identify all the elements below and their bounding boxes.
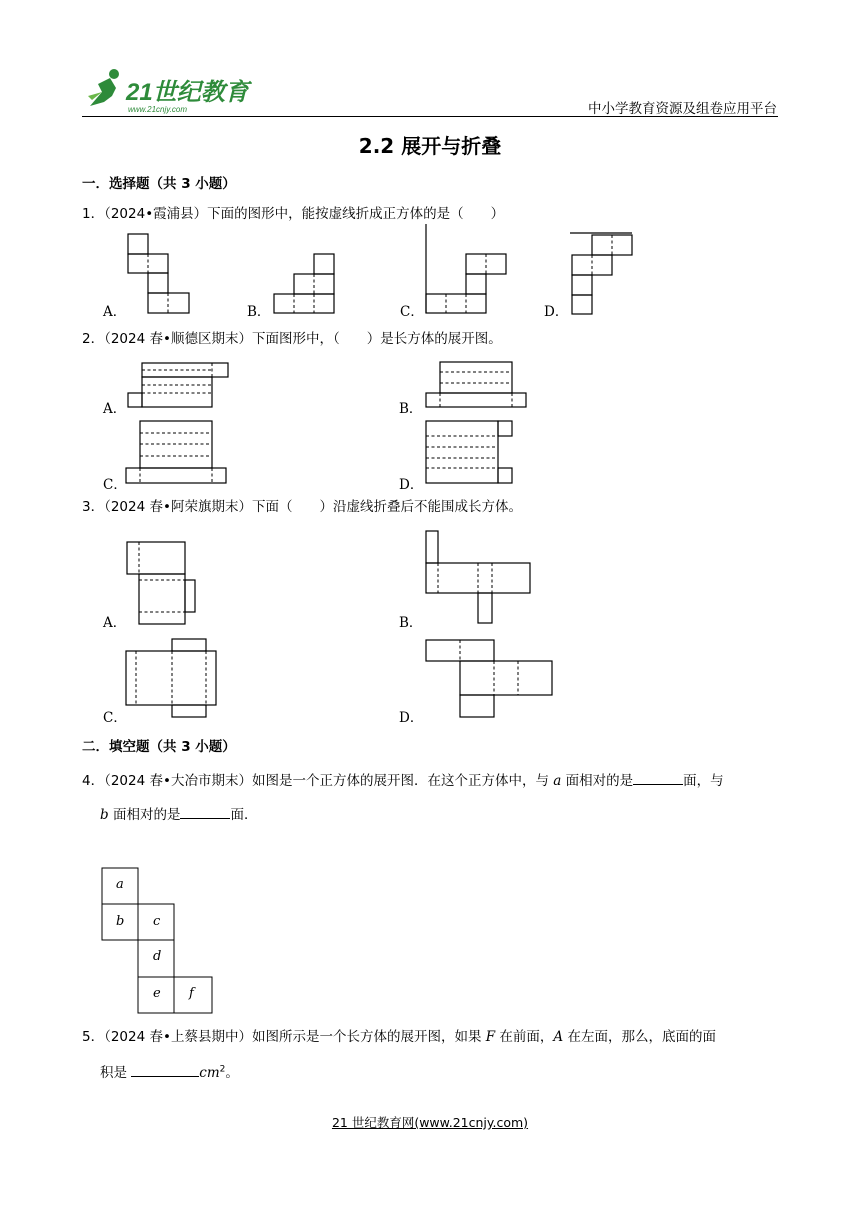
- q3-option-d-label: D．: [399, 710, 424, 726]
- q4-text-line2: 面相对的是: [108, 807, 181, 823]
- q3-option-a-label: A．: [103, 615, 127, 631]
- q3-option-b-label: B．: [399, 615, 423, 631]
- q5-unit: cm: [199, 1065, 220, 1081]
- q3-option-a-figure: [127, 542, 197, 626]
- face-c-label: c: [153, 914, 161, 929]
- q4-text-mid: 面相对的是: [561, 773, 634, 789]
- section-fill-title: 二．填空题（共 3 小题）: [82, 739, 236, 755]
- question-5-line-1: [82, 1027, 716, 1047]
- q2-option-a-figure: [128, 363, 230, 409]
- q2-option-c-label: C．: [103, 477, 127, 493]
- q5-text-mid: 在前面，: [495, 1029, 554, 1045]
- q5-text-post: 在左面，那么，底面的面: [563, 1029, 716, 1045]
- question-4-line-1: [82, 770, 724, 791]
- q4-blank-2[interactable]: [180, 804, 230, 819]
- footer-link[interactable]: 21 世纪教育网(www.21cnjy.com): [331, 1115, 529, 1130]
- page-title: 2.2 展开与折叠: [358, 134, 502, 158]
- q2-option-c-figure: [126, 421, 228, 485]
- q2-option-b-label: B．: [399, 401, 423, 417]
- q1-option-b-label: B．: [247, 304, 271, 320]
- q4-blank-1[interactable]: [633, 770, 683, 785]
- q2-option-a-label: A．: [103, 401, 127, 417]
- face-b-label: b: [116, 914, 125, 929]
- face-a-label: a: [116, 877, 124, 892]
- q5-text-end: 。: [225, 1065, 239, 1081]
- face-d-label: d: [153, 949, 162, 964]
- question-1-text: 1．（2024•霞浦县）下面的图形中，能按虚线折成正方体的是（ ）: [82, 206, 505, 222]
- section-choice-title: 一．选择题（共 3 小题）: [82, 176, 236, 192]
- q3-option-d-figure: [426, 640, 554, 720]
- logo: [82, 66, 252, 116]
- q5-var-A: A: [553, 1029, 564, 1045]
- q4-var-b: b: [100, 807, 109, 823]
- question-3-text: 3．（2024 春•阿荣旗期末）下面（ ）沿虚线折叠后不能围成长方体。: [82, 499, 522, 515]
- q1-option-b-figure: [274, 254, 336, 314]
- logo-url: www.21cnjy.com: [128, 105, 187, 114]
- q1-option-d-figure: [572, 233, 634, 315]
- q3-option-b-figure: [426, 531, 532, 625]
- question-2-text: 2．（2024 春•顺德区期末）下面图形中，（ ）是长方体的展开图。: [82, 331, 502, 347]
- q5-text-line2: 积是: [100, 1065, 132, 1081]
- q5-blank[interactable]: [131, 1062, 199, 1077]
- q1-option-c-label: C．: [400, 304, 424, 320]
- q2-option-d-figure: [426, 421, 514, 485]
- header-slogan: 中小学教育资源及组卷应用平台: [588, 101, 777, 117]
- q1-option-a-figure: [128, 234, 190, 314]
- q3-option-c-label: C．: [103, 710, 127, 726]
- q4-cube-net-figure: [101, 867, 215, 1015]
- question-4-line-2: [100, 803, 257, 823]
- q1-option-d-label: D．: [544, 304, 569, 320]
- header-divider: [82, 116, 778, 117]
- q2-option-b-figure: [426, 362, 528, 408]
- q3-option-c-figure: [126, 639, 218, 719]
- q1-option-a-label: A．: [103, 304, 127, 320]
- q4-text-post: 面，与: [683, 773, 724, 789]
- q4-text-end: 面．: [230, 807, 258, 823]
- q5-var-F: F: [485, 1029, 496, 1045]
- q4-text-pre: 4．（2024 春•大冶市期末）如图是一个正方体的展开图．在这个正方体中，与: [82, 773, 554, 789]
- question-5-line-2: [100, 1061, 239, 1081]
- q5-text-pre: 5．（2024 春•上蔡县期中）如图所示是一个长方体的展开图，如果: [82, 1029, 486, 1045]
- q1-option-c-figure: [426, 254, 508, 314]
- q4-var-a: a: [553, 773, 562, 789]
- logo-text: 21世纪教育: [126, 79, 249, 106]
- q2-option-d-label: D．: [399, 477, 424, 493]
- q5-unit-sup: 2: [219, 1064, 226, 1075]
- face-e-label: e: [153, 986, 161, 1001]
- face-f-label: f: [189, 986, 194, 1001]
